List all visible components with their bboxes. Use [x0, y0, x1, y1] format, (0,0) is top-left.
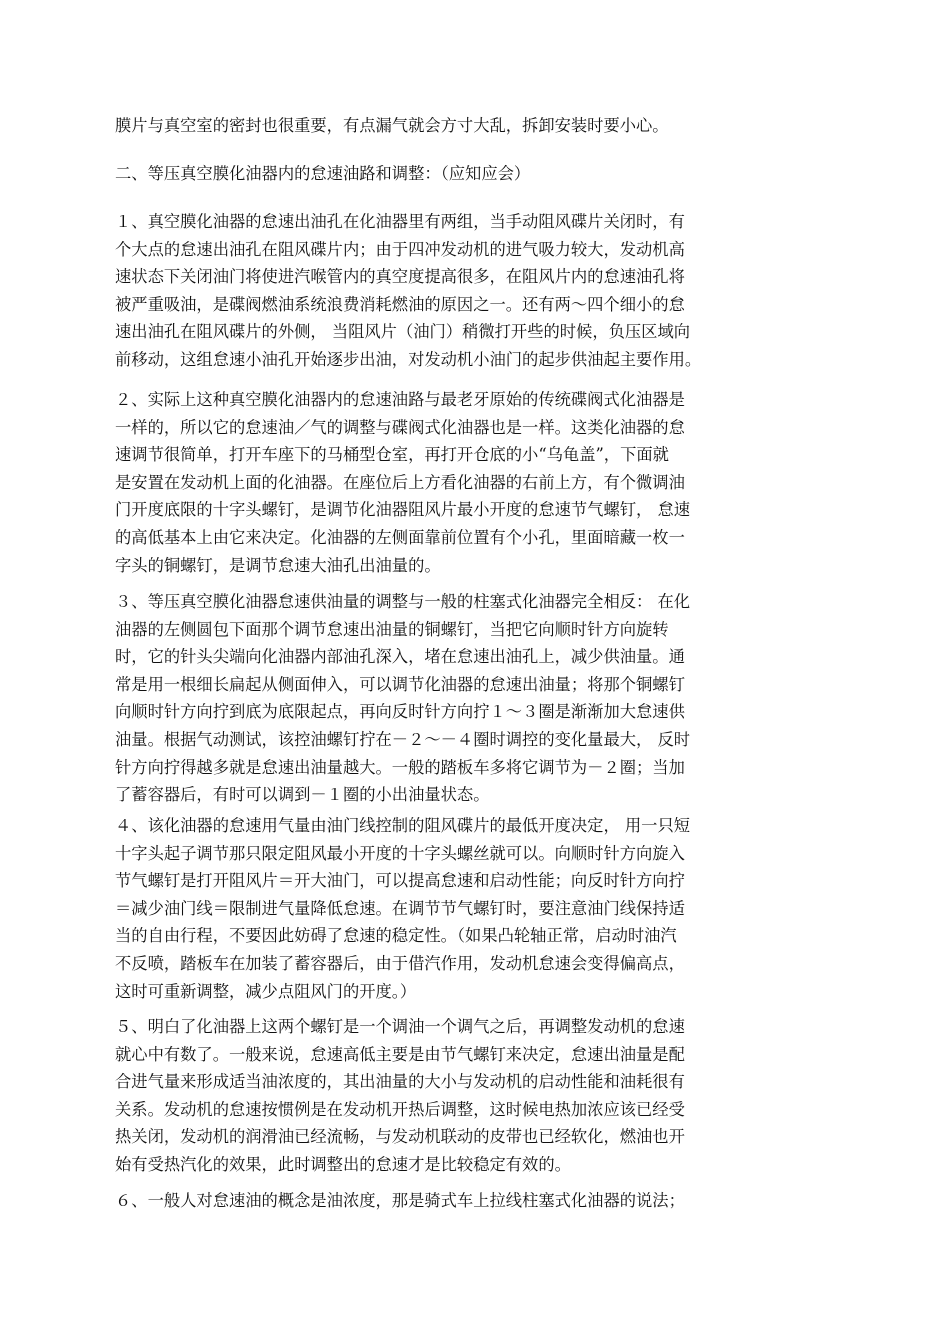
text-line: 时，它的针头尖端向化油器内部油孔深入，堵在怠速出油孔上，减少供油量。通: [115, 647, 685, 667]
text-line: 二、等压真空膜化油器内的怠速油路和调整：（应知应会）: [115, 164, 531, 183]
text-line: 常是用一根细长扁起从侧面伸入，可以调节化油器的怠速出油量；将那个铜螺钉: [115, 674, 685, 694]
text-line: 向顺时针方向拧到底为底限起点，再向反时针方向拧１～３圈是渐渐加大怠速供: [115, 702, 685, 722]
text-line: 了蓄容器后，有时可以调到－１圈的小出油量状态。: [115, 785, 490, 805]
text-line: 不反喷，踏板车在加装了蓄容器后，由于借汽作用，发动机怠速会变得偏高点，: [115, 953, 685, 973]
text-line: 膜片与真空室的密封也很重要，有点漏气就会方寸大乱，拆卸安装时要小心。: [115, 116, 669, 135]
text-line: ３、等压真空膜化油器怠速供油量的调整与一般的柱塞式化油器完全相反： 在化: [115, 592, 691, 611]
text-line: ２、实际上这种真空膜化油器内的怠速油路与最老牙原始的传统碟阀式化油器是: [115, 390, 685, 409]
text-line: ５、明白了化油器上这两个螺钉是一个调油一个调气之后，再调整发动机的怠速: [115, 1017, 685, 1036]
text-line: 热关闭，发动机的润滑油已经流畅，与发动机联动的皮带也已经软化，燃油也开: [115, 1127, 685, 1147]
paragraph-vacuum-seal: [115, 112, 810, 140]
text-line: 当的自由行程，不要因此妨碍了怠速的稳定性。（如果凸轮轴正常，启动时油汽: [115, 926, 677, 946]
text-line: 速调节很简单，打开车座下的马桶型仓室，再打开仓底的小“乌龟盖”，下面就: [115, 445, 669, 465]
text-line: 是安置在发动机上面的化油器。在座位后上方看化油器的右前上方，有个微调油: [115, 472, 685, 492]
text-line: ４、该化油器的怠速用气量由油门线控制的阻风碟片的最低开度决定， 用一只短: [115, 816, 691, 835]
paragraph-item-2: [115, 386, 810, 579]
text-line: 就心中有数了。一般来说，怠速高低主要是由节气螺钉来决定，怠速出油量是配: [115, 1044, 685, 1064]
text-line: 始有受热汽化的效果，此时调整出的怠速才是比较稳定有效的。: [115, 1154, 571, 1174]
paragraph-item-3: [115, 588, 810, 809]
paragraph-item-1: [115, 208, 810, 374]
text-line: 速出油孔在阻风碟片的外侧， 当阻风片（油门）稍微打开些的时候，负压区域向: [115, 322, 691, 342]
text-line: 字头的铜螺钉，是调节怠速大油孔出油量的。: [115, 555, 441, 575]
paragraph-item-5: [115, 1013, 810, 1179]
text-line: ＝减少油门线＝限制进气量降低怠速。在调节节气螺钉时，要注意油门线保持适: [115, 898, 685, 918]
text-line: 速状态下关闭油门将使进汽喉管内的真空度提高很多，在阻风片内的怠速油孔将: [115, 267, 685, 287]
text-line: 个大点的怠速出油孔在阻风碟片内；由于四冲发动机的进气吸力较大，发动机高: [115, 239, 685, 259]
text-line: 油量。根据气动测试，该控油螺钉拧在－２～－４圈时调控的变化量最大， 反时: [115, 729, 691, 749]
text-line: 门开度底限的十字头螺钉，是调节化油器阻风片最小开度的怠速节气螺钉， 怠速: [115, 500, 691, 520]
paragraph-item-4: [115, 812, 810, 1005]
text-line: 被严重吸油，是碟阀燃油系统浪费消耗燃油的原因之一。还有两～四个细小的怠: [115, 294, 685, 314]
text-line: 的高低基本上由它来决定。化油器的左侧面靠前位置有个小孔，里面暗藏一枚一: [115, 527, 685, 547]
section-heading-idle-circuit: [115, 160, 810, 188]
text-line: ６、一般人对怠速油的概念是油浓度，那是骑式车上拉线柱塞式化油器的说法；: [115, 1191, 685, 1210]
text-line: 十字头起子调节那只限定阻风最小开度的十字头螺丝就可以。向顺时针方向旋入: [115, 843, 685, 863]
text-line: 一样的，所以它的怠速油／气的调整与碟阀式化油器也是一样。这类化油器的怠: [115, 417, 685, 437]
text-line: 节气螺钉是打开阻风片＝开大油门，可以提高怠速和启动性能；向反时针方向拧: [115, 871, 685, 891]
text-line: 这时可重新调整，减少点阻风门的开度。）: [115, 981, 417, 1001]
text-line: １、真空膜化油器的怠速出油孔在化油器里有两组，当手动阻风碟片关闭时，有: [115, 212, 685, 231]
text-line: 针方向拧得越多就是怠速出油量越大。一般的踏板车多将它调节为－２圈；当加: [115, 757, 685, 777]
text-line: 关系。发动机的怠速按惯例是在发动机开热后调整，这时候电热加浓应该已经受: [115, 1099, 685, 1119]
text-line: 合进气量来形成适当油浓度的，其出油量的大小与发动机的启动性能和油耗很有: [115, 1072, 685, 1092]
text-line: 前移动，这组怠速小油孔开始逐步出油，对发动机小油门的起步供油起主要作用。: [115, 349, 702, 369]
paragraph-item-6: [115, 1187, 810, 1215]
text-line: 油器的左侧圆包下面那个调节怠速出油量的铜螺钉，当把它向顺时针方向旋转: [115, 619, 669, 639]
